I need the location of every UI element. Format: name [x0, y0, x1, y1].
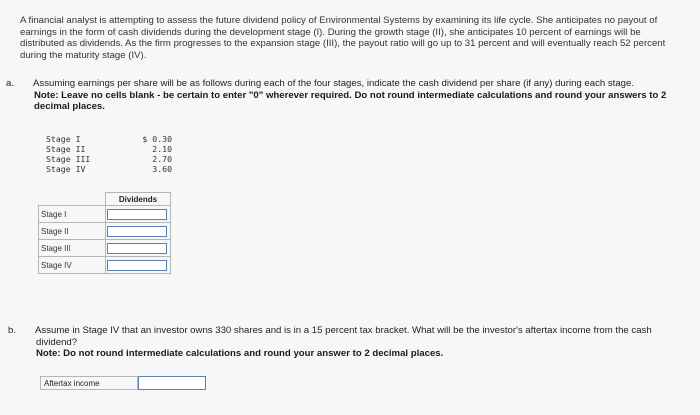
stage-label-cell: Stage II — [39, 223, 106, 240]
dividend-input-stage-3[interactable] — [107, 243, 167, 254]
dividend-input-cell — [106, 206, 171, 223]
earnings-stage-label: Stage IV — [46, 164, 86, 174]
earnings-stage-label: Stage III — [46, 154, 91, 164]
earnings-value: 2.70 — [152, 154, 172, 164]
earnings-row-stage-3 — [46, 154, 172, 164]
table-header-row — [39, 193, 171, 206]
aftertax-income-label: Aftertax income — [40, 376, 138, 390]
table-row — [39, 240, 171, 257]
earnings-per-share-list — [46, 134, 172, 174]
stage-label-cell: Stage I — [39, 206, 106, 223]
part-a-note: Note: Leave no cells blank - be certain to enter "0" wherever required. Do not round intermediate calculations and round your answers to 2 decimal places. — [34, 89, 667, 112]
earnings-value: 2.10 — [152, 144, 172, 154]
earnings-row-stage-2 — [46, 144, 172, 154]
dividend-input-cell — [106, 240, 171, 257]
dividends-column-header: Dividends — [106, 193, 171, 206]
part-b-question: b. Assume in Stage IV that an investor owns 330 shares and is in a 15 percent tax bracket. What will be the investor's aftertax income from the cash dividend? — [8, 325, 652, 348]
dividend-input-cell — [106, 257, 171, 274]
table-row — [39, 257, 171, 274]
earnings-value: $ 0.30 — [142, 134, 172, 144]
earnings-stage-label: Stage I — [46, 134, 81, 144]
stage-label-cell: Stage III — [39, 240, 106, 257]
problem-intro: A financial analyst is attempting to assess the future dividend policy of Environmental Systems by examining its life cycle. She anticipates no payout of earnings in the form of cash dividends during the development stage (I). During the growth stage (II), she anticipates 10 percent of earnings will be distributed as dividends. As the firm progresses to the expansion stage (III), the payout ratio will go up to 31 percent and will eventually reach 52 percent during the maturity stage (IV). — [20, 15, 666, 61]
dividend-input-stage-2[interactable] — [107, 226, 167, 237]
earnings-row-stage-1 — [46, 134, 172, 144]
table-corner — [39, 193, 106, 206]
part-b-label: b. — [8, 325, 17, 336]
dividend-input-stage-1[interactable] — [107, 209, 167, 220]
stage-label-cell: Stage IV — [39, 257, 106, 274]
aftertax-income-input[interactable] — [138, 376, 206, 390]
table-row — [39, 223, 171, 240]
part-b-note: Note: Do not round intermediate calculations and round your answer to 2 decimal places. — [36, 348, 444, 359]
part-b-section — [8, 325, 682, 360]
earnings-stage-label: Stage II — [46, 144, 86, 154]
dividend-input-stage-4[interactable] — [107, 260, 167, 271]
part-a-section — [6, 78, 680, 113]
dividends-table — [38, 192, 171, 274]
part-a-label: a. — [6, 78, 15, 89]
earnings-value: 3.60 — [152, 164, 172, 174]
aftertax-income-row — [40, 376, 206, 390]
earnings-row-stage-4 — [46, 164, 172, 174]
table-row — [39, 206, 171, 223]
part-a-question: a. Assuming earnings per share will be as follows during each of the four stages, indicate the cash dividend per share (if any) during each stage. — [6, 78, 635, 89]
dividend-input-cell — [106, 223, 171, 240]
